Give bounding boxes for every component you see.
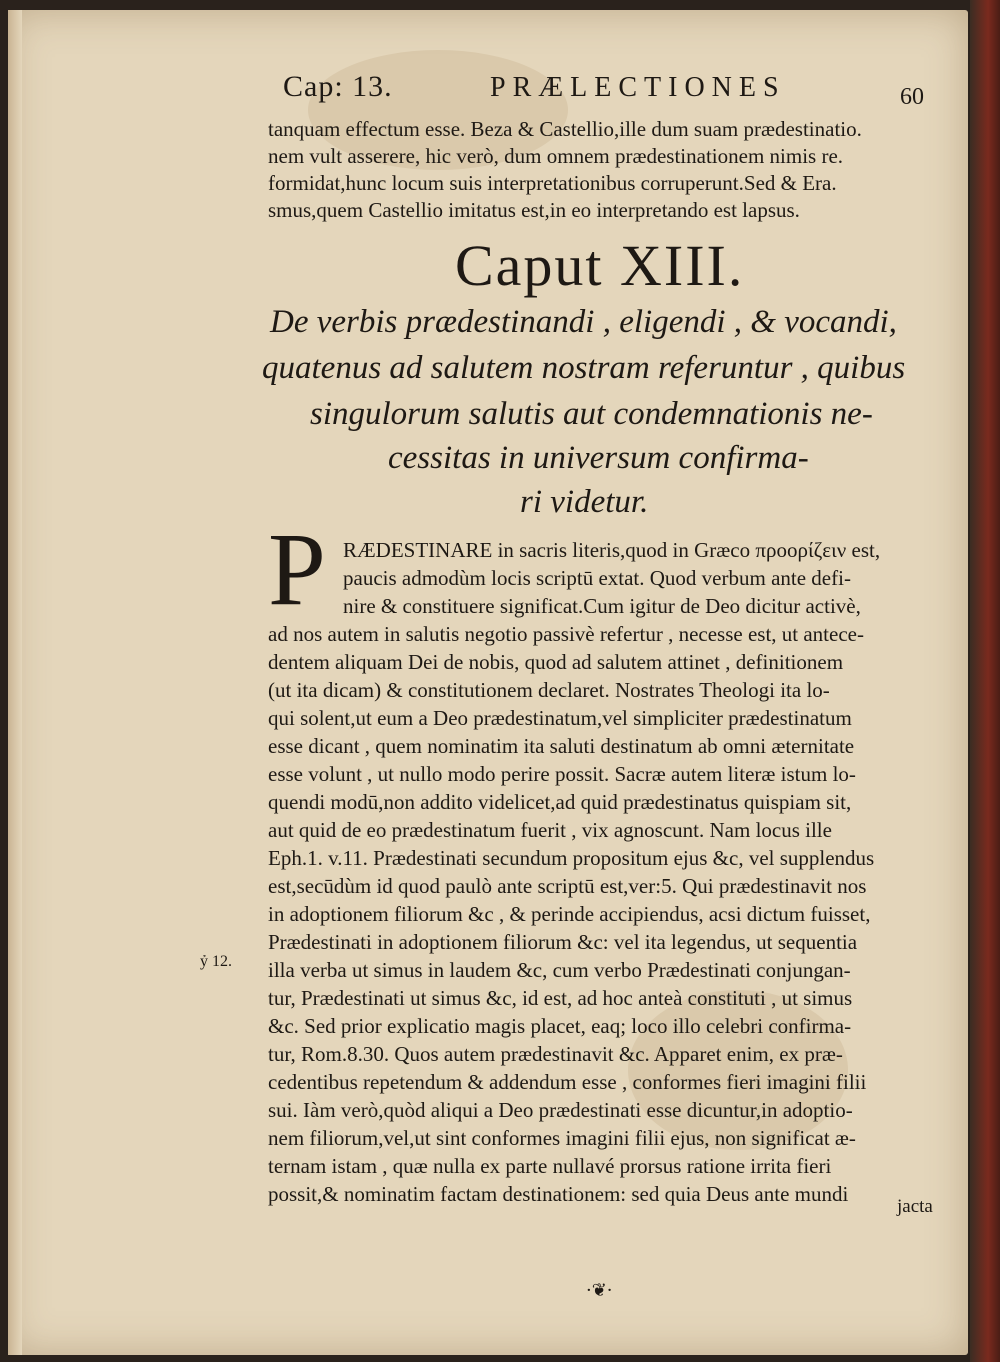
text-line: cedentibus repetendum & addendum esse , conformes fieri imagini filii — [268, 1070, 867, 1094]
text-line: ternam istam , quæ nulla ex parte nullavé prorsus ratione irrita fieri — [268, 1154, 832, 1178]
chapter-heading: Caput XIII. — [455, 233, 745, 298]
text-line: Eph.1. v.11. Prædestinati secundum propositum ejus &c, vel supplendus — [268, 846, 875, 870]
text-line: paucis admodùm locis scriptū extat. Quod verbum ante defi- — [343, 566, 851, 590]
text-line: nem filiorum,vel,ut sint conformes imagini filii ejus, non significat æ- — [268, 1126, 856, 1150]
text-line: tur, Prædestinati ut simus &c, id est, ad hoc anteà constituti , ut simus — [268, 986, 853, 1010]
text-line: aut quid de eo prædestinatum fuerit , vix agnoscunt. Nam locus ille — [268, 818, 832, 842]
text-line: illa verba ut simus in laudem &c, cum verbo Prædestinati conjungan- — [268, 958, 851, 982]
text-line: esse dicant , quem nominatim ita saluti destinatum ab omni æternitate — [268, 734, 855, 758]
running-title: PRÆLECTIONES — [490, 72, 786, 103]
chapter-title-line: quatenus ad salutem nostram referuntur , quibus — [262, 350, 906, 386]
text-line: ad nos autem in salutis negotio passivè refertur , necesse est, ut antece- — [268, 622, 864, 646]
chapter-title-line: De verbis prædestinandi , eligendi , & vocandi, — [270, 304, 897, 340]
text-line: est,secūdùm id quod paulò ante scriptū est,ver:5. Qui prædestinavit nos — [268, 874, 867, 898]
text-line: sui. Iàm verò,quòd aliqui a Deo prædestinati esse dicuntur,in adoptio- — [268, 1098, 853, 1122]
chapter-title-line: singulorum salutis aut condemnationis ne- — [310, 396, 873, 432]
chapter-reference: Cap: 13. — [283, 70, 393, 103]
text-line: dentem aliquam Dei de nobis, quod ad salutem attinet , definitionem — [268, 650, 844, 674]
text-line: qui solent,ut eum a Deo prædestinatum,vel simpliciter prædestinatum — [268, 706, 852, 730]
text-line: quendi modū,non addito videlicet,ad quid prædestinatus quispiam sit, — [268, 790, 852, 814]
text-line: formidat,hunc locum suis interpretationibus corruperunt.Sed & Era. — [268, 171, 837, 195]
page-number: 60 — [900, 84, 924, 110]
chapter-title-line: cessitas in universum confirma- — [388, 440, 809, 476]
page-edge — [8, 10, 22, 1355]
text-line: possit,& nominatim factam destinationem: sed quia Deus ante mundi — [268, 1182, 849, 1206]
ornament-icon: ·❦· — [586, 1280, 613, 1301]
book-binding — [970, 0, 1000, 1362]
drop-cap: P — [268, 512, 326, 627]
catchword: jacta — [897, 1196, 933, 1217]
text-line: &c. Sed prior explicatio magis placet, eaq; loco illo celebri confirma- — [268, 1014, 852, 1038]
chapter-title-line: ri videtur. — [520, 484, 649, 520]
text-line: tur, Rom.8.30. Quos autem prædestinavit &c. Apparet enim, ex præ- — [268, 1042, 843, 1066]
text-line: nire & constituere significat.Cum igitur de Deo dicitur activè, — [343, 594, 861, 618]
text-line: tanquam effectum esse. Beza & Castellio,ille dum suam prædestinatio. — [268, 117, 862, 141]
text-line: in adoptionem filiorum &c , & perinde accipiendus, acsi dictum fuisset, — [268, 902, 871, 926]
text-line: (ut ita dicam) & constitutionem declaret. Nostrates Theologi ita lo- — [268, 678, 830, 702]
text-line: esse volunt , ut nullo modo perire possit. Sacræ autem literæ istum lo- — [268, 762, 856, 786]
text-line: Prædestinati in adoptionem filiorum &c: vel ita legendus, ut sequentia — [268, 930, 858, 954]
text-line: smus,quem Castellio imitatus est,in eo interpretando est lapsus. — [268, 198, 800, 222]
text-line: RÆDESTINARE in sacris literis,quod in Græco προορίζειν est, — [343, 538, 881, 562]
text-line: nem vult asserere, hic verò, dum omnem prædestinationem nimis re. — [268, 144, 844, 168]
margin-note: ỷ 12. — [200, 953, 232, 970]
